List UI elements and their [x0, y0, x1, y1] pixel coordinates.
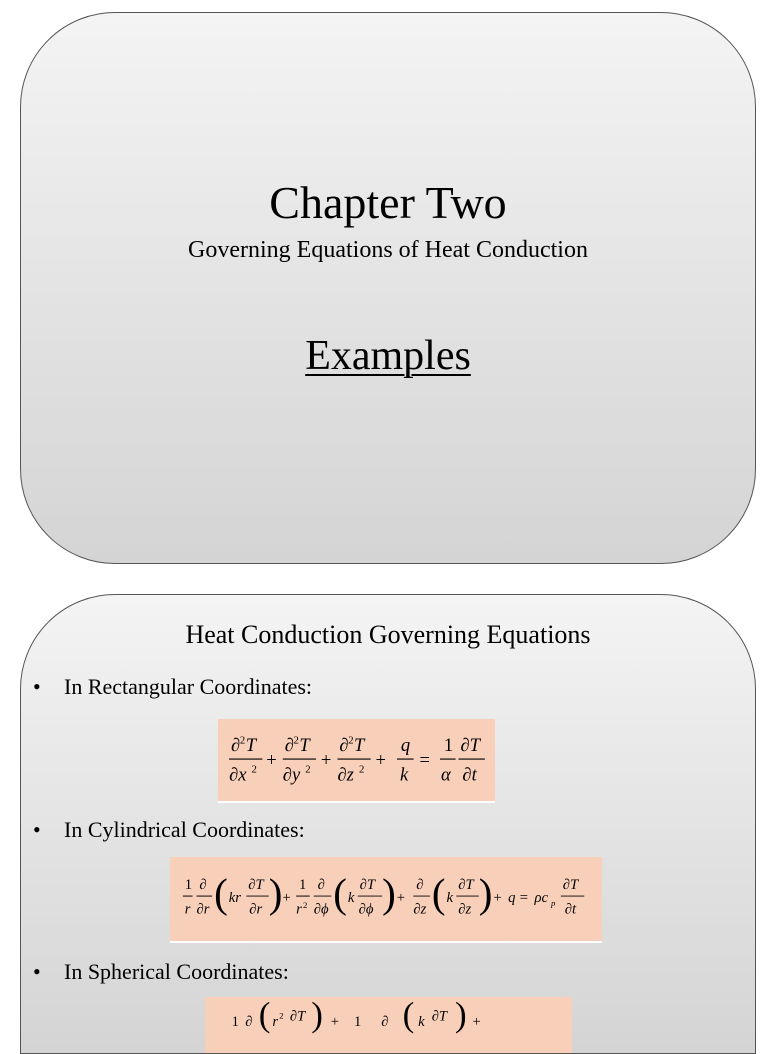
svg-text:2: 2: [358, 763, 365, 776]
svg-text:k: k: [347, 889, 355, 906]
bullet-spherical: [31, 958, 289, 986]
svg-text:2: 2: [302, 899, 308, 910]
svg-text:∂T: ∂T: [289, 1008, 306, 1025]
svg-text:∂: ∂: [245, 1014, 253, 1031]
svg-text:+: +: [330, 1014, 339, 1031]
bullet-label: In Cylindrical Coordinates:: [64, 817, 305, 842]
svg-text:+: +: [266, 749, 277, 771]
svg-text:T: T: [354, 735, 365, 757]
equations-slide: [20, 594, 756, 1054]
title-slide: [20, 12, 756, 564]
bullet-label: In Spherical Coordinates:: [64, 959, 289, 984]
svg-text:k: k: [399, 764, 409, 786]
svg-text:∂: ∂: [231, 735, 241, 757]
svg-text:=: =: [519, 889, 529, 906]
svg-text:2: 2: [305, 763, 311, 776]
rectangular-equation-graphic: [218, 719, 495, 801]
svg-text:r: r: [184, 901, 191, 918]
bullet-cylindrical: [31, 816, 305, 844]
svg-text:∂z: ∂z: [458, 901, 472, 918]
bullet-dot: •: [33, 817, 41, 842]
svg-text:∂: ∂: [284, 735, 294, 757]
svg-text:k: k: [446, 889, 454, 906]
svg-text:2: 2: [279, 1010, 284, 1021]
slide-title: Heat Conduction Governing Equations: [185, 620, 591, 649]
svg-text:kr: kr: [228, 889, 241, 906]
svg-text:∂z: ∂z: [413, 901, 427, 918]
bullet-dot: •: [33, 959, 41, 984]
svg-text:∂ϕ: ∂ϕ: [358, 901, 374, 918]
svg-text:1: 1: [231, 1014, 239, 1031]
svg-text:): ): [382, 869, 396, 916]
svg-text:=: =: [419, 749, 430, 771]
svg-text:∂y: ∂y: [282, 764, 301, 786]
bullet-rectangular: [31, 673, 312, 701]
svg-text:2: 2: [251, 763, 257, 776]
svg-text:(: (: [431, 869, 446, 916]
svg-text:T: T: [299, 735, 310, 757]
svg-text:α: α: [440, 764, 451, 786]
chapter-title: Chapter Two: [269, 177, 507, 228]
svg-text:p: p: [551, 897, 556, 908]
svg-text:+: +: [375, 749, 386, 771]
rectangular-equation: [218, 719, 495, 803]
svg-text:1: 1: [184, 877, 193, 894]
svg-text:+: +: [472, 1014, 481, 1031]
svg-text:∂: ∂: [416, 877, 424, 894]
svg-text:+: +: [320, 749, 332, 771]
svg-text:k: k: [418, 1014, 425, 1031]
svg-text:ρc: ρc: [534, 889, 548, 906]
svg-text:∂T: ∂T: [458, 877, 474, 894]
svg-text:): ): [478, 869, 493, 916]
svg-text:2: 2: [293, 734, 299, 747]
svg-text:r: r: [272, 1014, 279, 1031]
spherical-equation-graphic: [205, 997, 572, 1054]
svg-text:∂t: ∂t: [462, 764, 477, 786]
spherical-equation: [205, 997, 572, 1054]
svg-text:(: (: [333, 869, 347, 916]
svg-text:1: 1: [443, 735, 454, 757]
svg-text:∂t: ∂t: [564, 901, 577, 918]
svg-text:∂T: ∂T: [248, 877, 264, 894]
bullet-label: In Rectangular Coordinates:: [64, 674, 313, 699]
svg-text:1: 1: [299, 877, 307, 894]
svg-text:∂: ∂: [199, 877, 207, 894]
svg-text:∂ϕ: ∂ϕ: [313, 901, 329, 918]
svg-text:+: +: [282, 889, 291, 906]
svg-text:∂T: ∂T: [431, 1008, 448, 1025]
cylindrical-equation-graphic: [170, 857, 602, 941]
svg-text:r: r: [296, 901, 302, 918]
svg-text:q: q: [400, 735, 411, 757]
svg-text:): ): [311, 997, 323, 1035]
svg-text:∂: ∂: [339, 735, 349, 757]
svg-text:+: +: [493, 889, 502, 906]
svg-text:∂: ∂: [381, 1014, 389, 1031]
svg-text:(: (: [214, 869, 228, 916]
svg-text:2: 2: [348, 734, 354, 747]
svg-text:∂z: ∂z: [337, 764, 354, 786]
svg-text:∂T: ∂T: [460, 735, 480, 757]
svg-text:∂T: ∂T: [562, 877, 579, 894]
svg-text:q: q: [508, 889, 516, 906]
svg-text:∂: ∂: [317, 877, 325, 894]
svg-text:): ): [268, 869, 283, 916]
svg-text:(: (: [258, 997, 271, 1035]
svg-text:∂r: ∂r: [249, 901, 263, 918]
svg-text:): ): [455, 997, 467, 1035]
examples-heading: Examples: [305, 333, 471, 379]
svg-text:T: T: [245, 735, 257, 757]
svg-text:∂r: ∂r: [196, 901, 210, 918]
bullet-dot: •: [33, 674, 41, 699]
svg-text:∂T: ∂T: [359, 877, 376, 894]
svg-text:+: +: [396, 889, 406, 906]
svg-text:(: (: [402, 997, 415, 1035]
svg-text:1: 1: [354, 1014, 362, 1031]
cylindrical-equation: [170, 857, 602, 943]
svg-text:2: 2: [239, 734, 246, 747]
chapter-subtitle: Governing Equations of Heat Conduction: [188, 237, 588, 263]
svg-text:∂x: ∂x: [229, 764, 247, 786]
